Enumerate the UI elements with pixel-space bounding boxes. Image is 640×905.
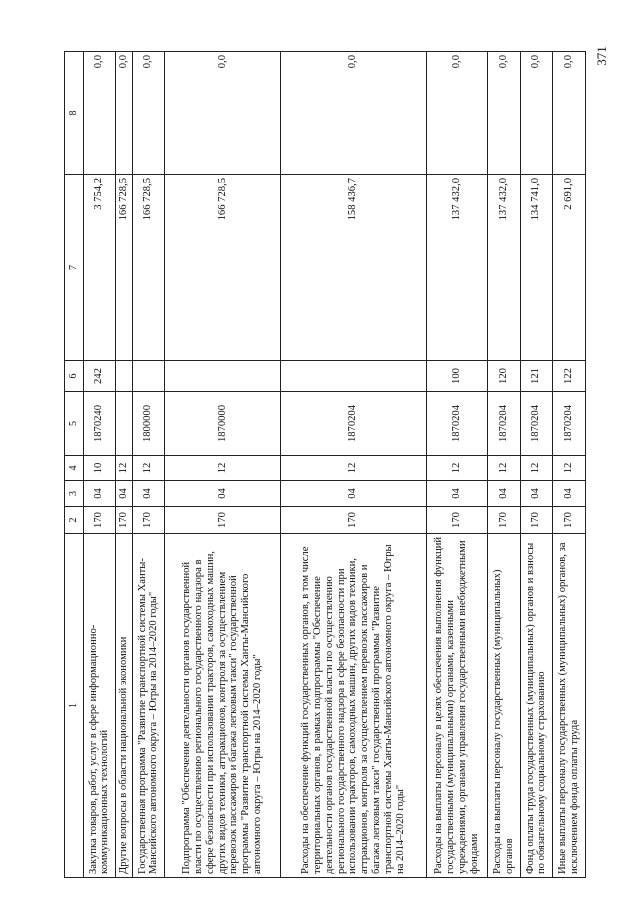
cell-amount: 3 754,2 bbox=[83, 175, 116, 361]
cell-section: 04 bbox=[116, 481, 132, 507]
cell-section: 04 bbox=[553, 481, 586, 507]
cell-subsection: 12 bbox=[280, 456, 426, 481]
cell-target: 1870000 bbox=[165, 392, 281, 456]
cell-section: 04 bbox=[83, 481, 116, 507]
table-row bbox=[520, 52, 553, 878]
table-row bbox=[553, 52, 586, 878]
cell-code: 170 bbox=[553, 507, 586, 534]
cell-amount-2: 0,0 bbox=[165, 52, 281, 175]
cell-subsection: 12 bbox=[426, 456, 487, 481]
cell-amount: 158 436,7 bbox=[280, 175, 426, 361]
cell-code: 170 bbox=[426, 507, 487, 534]
table-row bbox=[165, 52, 281, 878]
header-cell: 6 bbox=[65, 361, 84, 392]
cell-subsection: 12 bbox=[132, 456, 165, 481]
cell-amount-2: 0,0 bbox=[116, 52, 132, 175]
cell-section: 04 bbox=[132, 481, 165, 507]
row-name: Расходы на обеспечение функций государственных органов, в том числе территориальных органов, в рамках подпрограммы "Обеспечение деятельности органов государственной власти по осуществлению регионального государственного надзора в сфере безопасности при использовании тракторов, самоходных машин, других видов техники, аттракционов, контроля за осуществлением перевозок пассажиров и багажа легковым такси" государственной программы "Развитие транспортной системы Ханты-Мансийского автономного округа – Югры на 2014–2020 годы" bbox=[280, 534, 426, 878]
row-name: Закупка товаров, работ, услуг в сфере информационно-коммуникационных технологий bbox=[83, 534, 116, 878]
cell-type bbox=[165, 361, 281, 392]
cell-amount-2: 0,0 bbox=[280, 52, 426, 175]
cell-subsection: 12 bbox=[487, 456, 520, 481]
cell-target: 1870204 bbox=[487, 392, 520, 456]
cell-section: 04 bbox=[520, 481, 553, 507]
cell-type: 121 bbox=[520, 361, 553, 392]
cell-target: 1870240 bbox=[83, 392, 116, 456]
cell-type bbox=[116, 361, 132, 392]
cell-amount: 166 728,5 bbox=[116, 175, 132, 361]
cell-code: 170 bbox=[280, 507, 426, 534]
table-row bbox=[116, 52, 132, 878]
header-cell: 2 bbox=[65, 507, 84, 534]
cell-type bbox=[132, 361, 165, 392]
cell-subsection: 10 bbox=[83, 456, 116, 481]
cell-target: 1800000 bbox=[132, 392, 165, 456]
cell-type: 120 bbox=[487, 361, 520, 392]
cell-section: 04 bbox=[426, 481, 487, 507]
cell-type: 122 bbox=[553, 361, 586, 392]
cell-section: 04 bbox=[280, 481, 426, 507]
header-cell: 3 bbox=[65, 481, 84, 507]
header-cell: 8 bbox=[65, 52, 84, 175]
table-row bbox=[487, 52, 520, 878]
row-name: Расходы на выплаты персоналу в целях обеспечения выполнения функций государственными (муниципальными) органами, казенными учреждениями, органами управления государственными внебюджетными фондами bbox=[426, 534, 487, 878]
row-name: Государственная программа "Развитие транспортной системы Ханты-Мансийского автономного округа – Югры на 2014–2020 годы" bbox=[132, 534, 165, 878]
header-row bbox=[65, 52, 84, 878]
cell-amount: 134 741,0 bbox=[520, 175, 553, 361]
cell-amount: 166 728,5 bbox=[165, 175, 281, 361]
header-cell: 1 bbox=[65, 534, 84, 878]
cell-code: 170 bbox=[83, 507, 116, 534]
cell-target: 1870204 bbox=[553, 392, 586, 456]
cell-amount-2: 0,0 bbox=[520, 52, 553, 175]
cell-amount-2: 0,0 bbox=[553, 52, 586, 175]
row-name: Фонд оплаты труда государственных (муниципальных) органов и взносы по обязательному социальному страхованию bbox=[520, 534, 553, 878]
cell-subsection: 12 bbox=[520, 456, 553, 481]
cell-section: 04 bbox=[487, 481, 520, 507]
cell-target: 1870204 bbox=[520, 392, 553, 456]
row-name: Подпрограмма "Обеспечение деятельности органов государственной власти по осуществлению регионального государственного надзора в сфере безопасности при использовании тракторов, самоходных машин, других видов техники, аттракционов, контроля за осуществлением перевозок пассажиров и багажа легковым такси" государственной программы "Развитие транспортной системы Ханты-Мансийского автономного округа – Югры на 2014–2020 годы" bbox=[165, 534, 281, 878]
cell-amount: 2 691,0 bbox=[553, 175, 586, 361]
cell-target: 1870204 bbox=[426, 392, 487, 456]
cell-type bbox=[280, 361, 426, 392]
cell-amount: 137 432,0 bbox=[426, 175, 487, 361]
header-cell: 4 bbox=[65, 456, 84, 481]
cell-target bbox=[116, 392, 132, 456]
cell-amount-2: 0,0 bbox=[426, 52, 487, 175]
cell-type: 100 bbox=[426, 361, 487, 392]
cell-code: 170 bbox=[132, 507, 165, 534]
cell-subsection: 12 bbox=[165, 456, 281, 481]
cell-amount-2: 0,0 bbox=[132, 52, 165, 175]
table-row bbox=[132, 52, 165, 878]
cell-amount-2: 0,0 bbox=[83, 52, 116, 175]
header-cell: 7 bbox=[65, 175, 84, 361]
cell-code: 170 bbox=[520, 507, 553, 534]
cell-section: 04 bbox=[165, 481, 281, 507]
cell-amount: 166 728,5 bbox=[132, 175, 165, 361]
budget-table bbox=[64, 51, 586, 878]
table-row bbox=[280, 52, 426, 878]
page-number: 371 bbox=[593, 46, 609, 66]
cell-target: 1870204 bbox=[280, 392, 426, 456]
cell-subsection: 12 bbox=[553, 456, 586, 481]
cell-code: 170 bbox=[487, 507, 520, 534]
cell-subsection: 12 bbox=[116, 456, 132, 481]
cell-amount: 137 432,0 bbox=[487, 175, 520, 361]
row-name: Иные выплаты персоналу государственных (муниципальных) органов, за исключением фонда оплаты труда bbox=[553, 534, 586, 878]
row-name: Расходы на выплаты персоналу государственных (муниципальных) органов bbox=[487, 534, 520, 878]
cell-amount-2: 0,0 bbox=[487, 52, 520, 175]
cell-type: 242 bbox=[83, 361, 116, 392]
table-row bbox=[426, 52, 487, 878]
cell-code: 170 bbox=[116, 507, 132, 534]
row-name: Другие вопросы в области национальной экономики bbox=[116, 534, 132, 878]
rotated-page bbox=[64, 52, 586, 878]
cell-code: 170 bbox=[165, 507, 281, 534]
table-row bbox=[83, 52, 116, 878]
header-cell: 5 bbox=[65, 392, 84, 456]
